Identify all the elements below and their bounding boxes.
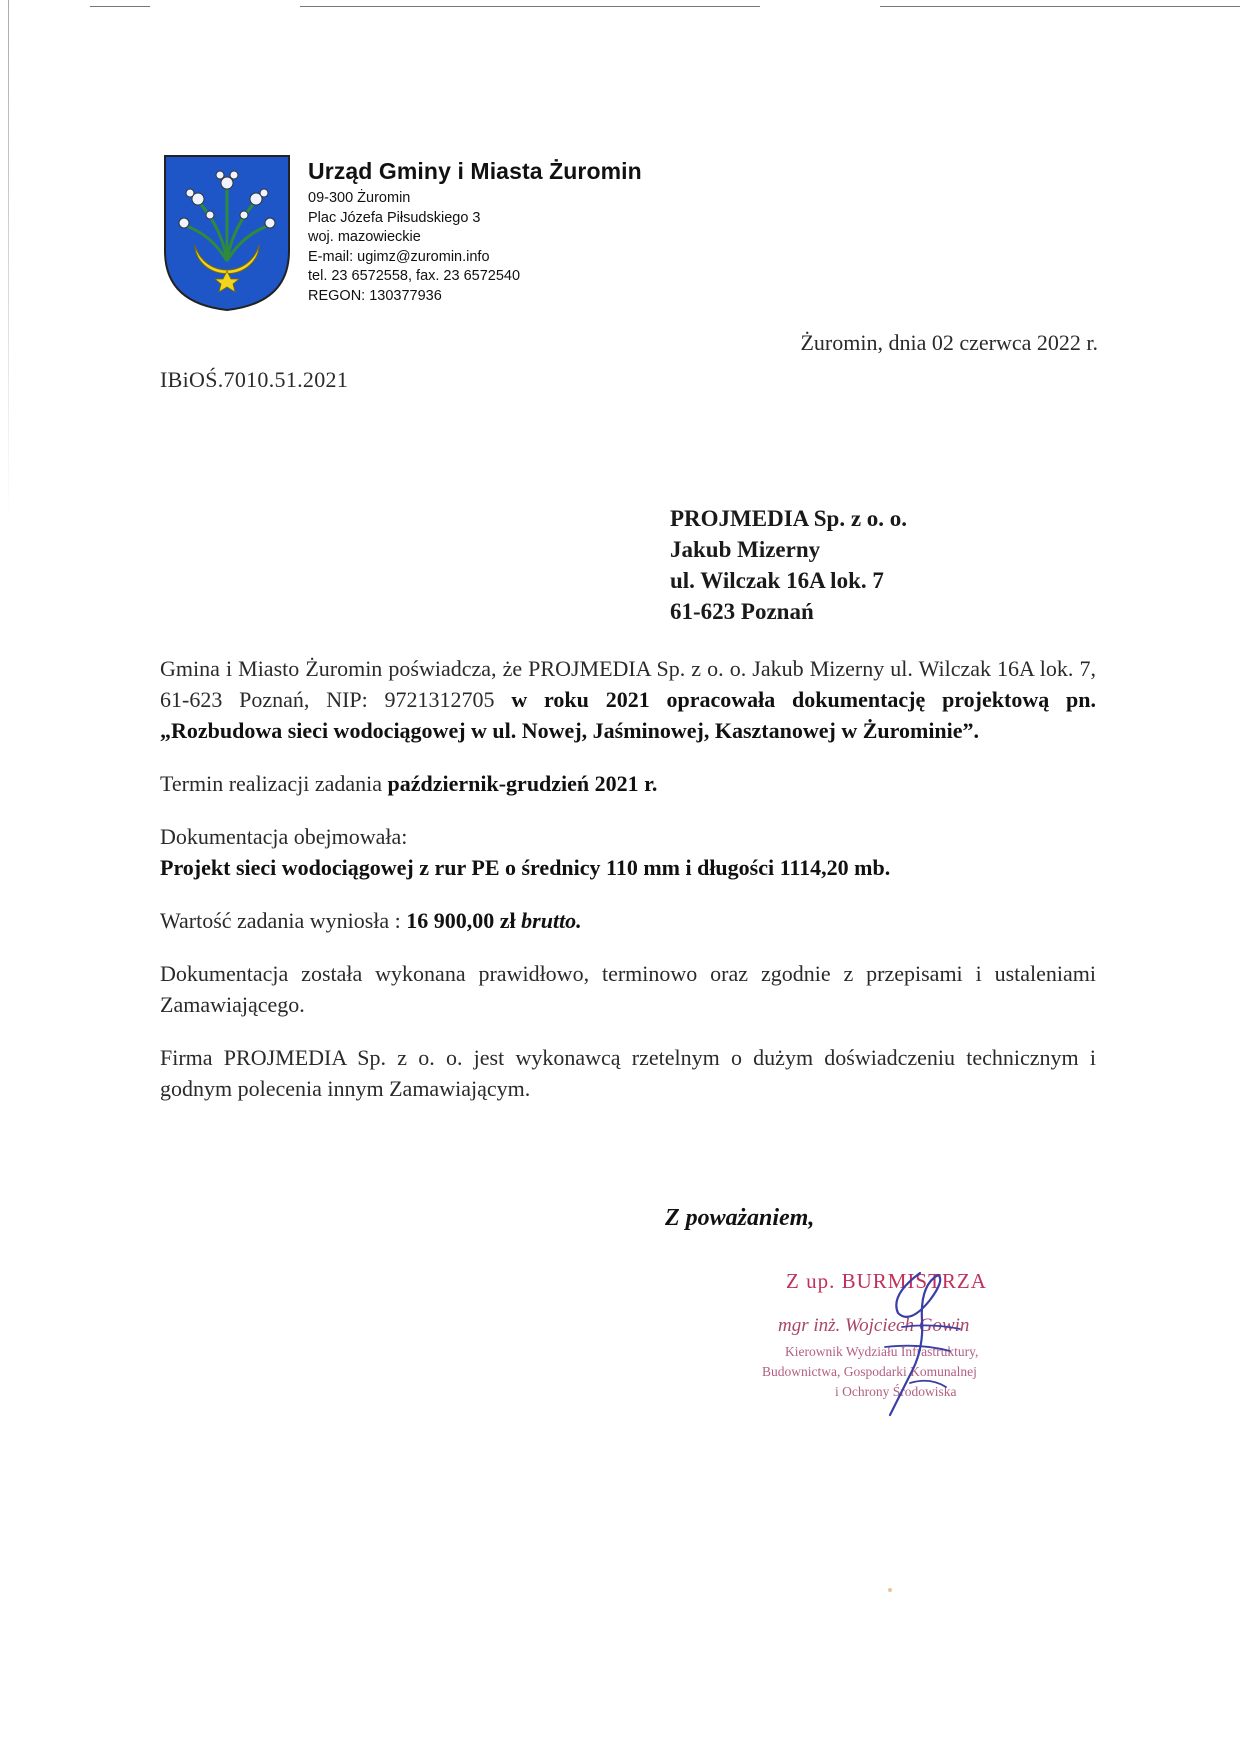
paragraph-value xyxy=(160,905,1096,936)
official-stamp xyxy=(740,1265,1080,1425)
paragraph-scope-label: Dokumentacja obejmowała: xyxy=(160,824,408,849)
letterhead xyxy=(308,158,642,306)
stamp-line: Budownictwa, Gospodarki Komunalnej xyxy=(762,1364,977,1379)
email-line: E-mail: ugimz@zuromin.info xyxy=(308,248,490,265)
paragraph-emphasis: październik-grudzień 2021 r. xyxy=(387,771,658,796)
scan-edge-line xyxy=(90,6,150,7)
scan-edge-line xyxy=(300,6,760,7)
paragraph-quality: Dokumentacja została wykonana prawidłowo, terminowo oraz zgodnie z przepisami i ustaleniami Zamawiającego. xyxy=(160,961,1096,1017)
paragraph-term xyxy=(160,768,1096,799)
address-line: woj. mazowieckie xyxy=(308,229,421,245)
paragraph-emphasis: 16 900,00 zł xyxy=(406,908,522,933)
addressee-street: ul. Wilczak 16A lok. 7 xyxy=(670,568,884,593)
paragraph-emphasis: w roku 2021 opracowała dokumentację projektową pn. „Rozbudowa sieci wodociągowej w ul. Nowej, Jaśminowej, Kasztanowej w Żurominie”. xyxy=(160,687,1096,743)
address-line: 09-300 Żuromin xyxy=(308,190,411,206)
letter-date: Żuromin, dnia 02 czerwca 2022 r. xyxy=(800,330,1098,355)
addressee-city: 61-623 Poznań xyxy=(670,599,814,624)
municipal-crest-icon xyxy=(162,153,292,313)
scan-edge-line xyxy=(880,6,1240,7)
paragraph-emphasis-italic: brutto. xyxy=(521,908,582,933)
stamp-name: mgr inż. Wojciech Gowin xyxy=(778,1315,970,1336)
letter-body xyxy=(160,653,1096,1104)
stamp-line: i Ochrony Środowiska xyxy=(835,1384,957,1399)
office-name: Urząd Gminy i Miasta Żuromin xyxy=(308,158,642,184)
addressee-block xyxy=(670,503,907,627)
paragraph-scope xyxy=(160,852,1096,883)
phone-line: tel. 23 6572558, fax. 23 6572540 xyxy=(308,268,521,284)
paragraph-emphasis: Projekt sieci wodociągowej z rur PE o średnicy 110 mm i długości 1114,20 mb. xyxy=(160,855,891,880)
paragraph-certification xyxy=(160,653,1096,746)
scan-edge-shadow xyxy=(8,0,9,520)
paragraph-text: Wartość zadania wyniosła : xyxy=(160,908,407,933)
regon-line: REGON: 130377936 xyxy=(308,287,442,304)
paragraph-text: Termin realizacji zadania xyxy=(160,771,388,796)
stamp-line: Kierownik Wydziału Infrastruktury, xyxy=(785,1344,979,1359)
closing-salutation: Z poważaniem, xyxy=(665,1205,815,1231)
stamp-title: Z up. BURMISTRZA xyxy=(786,1269,987,1293)
reference-number: IBiOŚ.7010.51.2021 xyxy=(160,367,349,392)
paragraph-recommendation: Firma PROJMEDIA Sp. z o. o. jest wykonawcą rzetelnym o dużym doświadczeniu technicznym i godnym polecenia innym Zamawiającym. xyxy=(160,1045,1096,1101)
addressee-company: PROJMEDIA Sp. z o. o. xyxy=(670,506,908,531)
addressee-person: Jakub Mizerny xyxy=(670,537,821,562)
paragraph-text: Gmina i Miasto Żuromin poświadcza, że PROJMEDIA Sp. z o. o. Jakub Mizerny ul. Wilczak 16A lok. 7, 61-623 Poznań, NIP: 9721312705 xyxy=(160,656,1096,712)
address-line: Plac Józefa Piłsudskiego 3 xyxy=(308,209,481,226)
scan-speck xyxy=(888,1588,892,1592)
